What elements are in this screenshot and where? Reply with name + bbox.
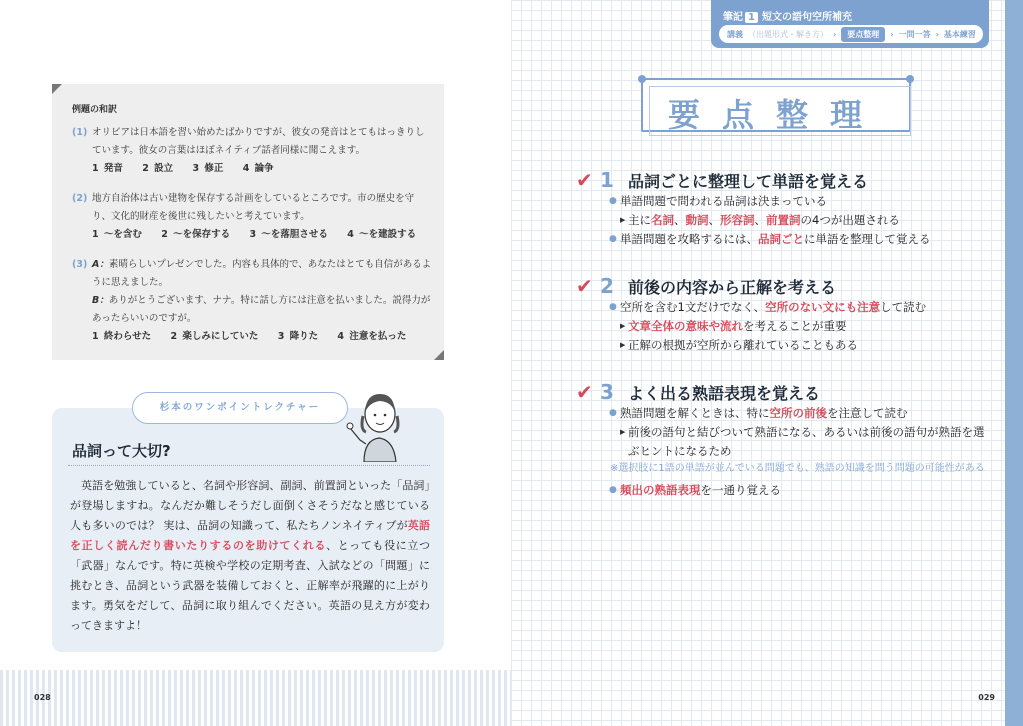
question-text: オリビアは日本語を習い始めたばかりですが、彼女の発音はとてもはっきりしています。彼女の言葉はほぼネイティブ話者同様に聞こえます。 <box>92 127 425 156</box>
pin-icon <box>906 75 914 83</box>
dialogue-text: ありがとうございます、ナナ。特に話し方には注意を払いました。説得力があったらいいのですが。 <box>92 295 431 324</box>
lecture-body <box>70 476 430 636</box>
point-title: 品詞ごとに整理して単語を覚える <box>628 171 869 191</box>
checkmark-icon: ✔ <box>576 274 593 298</box>
point-2 <box>576 274 996 355</box>
section-number: 1 <box>745 12 758 23</box>
point-number: 3 <box>600 380 614 404</box>
point-title: よく出る熟語表現を覚える <box>628 383 821 403</box>
option-list <box>72 226 432 244</box>
tab-qa[interactable]: 一問一答 <box>898 29 931 39</box>
side-bar <box>1005 0 1023 726</box>
option: 1 終わらせた <box>92 331 152 342</box>
footer-stripe <box>0 670 511 726</box>
option: 1 〜を含む <box>92 229 142 240</box>
question-3 <box>72 256 432 346</box>
question-1 <box>72 124 432 178</box>
option: 2 楽しみにしていた <box>170 331 259 342</box>
point-heading <box>576 380 996 404</box>
point-3 <box>576 380 996 500</box>
option-list <box>72 160 432 178</box>
right-page <box>511 0 1023 726</box>
example-heading: 例題の和訳 <box>72 105 118 115</box>
dialogue-text: 素晴らしいプレゼンでした。内容も具体的で、あなたはとても自信があるように思えました。 <box>92 259 432 288</box>
checkmark-icon: ✔ <box>576 168 593 192</box>
pin-icon <box>638 75 646 83</box>
sub-bullet: ▶ 主に名詞、動詞、形容詞、前置詞の4つが出題される <box>576 211 996 230</box>
section-title <box>723 8 852 23</box>
checkmark-icon: ✔ <box>576 380 593 404</box>
corner-mark <box>52 84 62 94</box>
title-frame <box>641 78 911 132</box>
question-number: (2) <box>72 193 88 204</box>
bullet: ● 頻出の熟語表現を一通り覚える <box>576 481 996 500</box>
tab-practice[interactable]: 基本練習 <box>943 29 976 39</box>
example-translation-box <box>52 84 444 360</box>
option: 4 〜を建設する <box>347 229 417 240</box>
page-number: 028 <box>34 693 51 702</box>
question-text: 地方自治体は古い建物を保存する計画をしているところです。市の歴史を守り、文化的財産を後世に残したいと考えています。 <box>92 193 415 222</box>
lecture-title: 品詞って大切? <box>72 442 171 460</box>
sub-bullet: ▶ 文章全体の意味や流れを考えることが重要 <box>576 317 996 336</box>
tab-summary[interactable]: 要点整理 <box>841 27 885 42</box>
question-number: (3) <box>72 259 88 270</box>
bullet: ● 単語問題を攻略するには、品詞ごとに単語を整理して覚える <box>576 230 996 249</box>
section-label: 筆記 <box>723 12 743 23</box>
option: 1 発音 <box>92 163 123 174</box>
left-page <box>0 0 511 726</box>
section-tab <box>711 0 989 48</box>
lecture-text: 英語を勉強していると、名詞や形容詞、副詞、前置詞といった「品詞」が登場しますね。なんだか難しそうだし面倒くさそうだなと感じている人も多いのでは？ 実は、品詞の知識って、私たちノンネイティブが <box>70 479 430 532</box>
point-heading <box>576 168 996 192</box>
option: 4 論争 <box>242 163 274 174</box>
tab-lecture[interactable]: 講義 <box>727 29 743 39</box>
option: 3 降りた <box>277 331 319 342</box>
speaker-a: A： <box>92 259 109 270</box>
tab-nav <box>719 25 983 43</box>
option: 4 注意を払った <box>337 331 407 342</box>
option-list <box>72 328 432 346</box>
divider <box>68 465 430 466</box>
chevron-right-icon: › <box>935 29 939 39</box>
tab-lecture-sub: （出題形式・解き方） <box>748 29 828 39</box>
sub-bullet: ▶ 正解の根拠が空所から離れていることもある <box>576 336 996 355</box>
lecture-highlight: 英語を正しく読んだり書いたりするのを助けてくれる <box>70 519 431 552</box>
note: ※選択肢に1語の単語が並んでいる問題でも、熟語の知識を問う問題の可能性がある <box>610 463 985 474</box>
point-1 <box>576 168 996 249</box>
sub-bullet: ▶ 前後の語句と結びついて熟語になる、あるいは前後の語句が熟語を選ぶヒントになるため <box>576 423 986 461</box>
option: 3 〜を落胆させる <box>249 229 328 240</box>
speaker-b: B： <box>92 295 109 306</box>
lecture-speech-bubble: 杉本のワンポイントレクチャー <box>132 392 348 424</box>
option: 2 〜を保存する <box>161 229 231 240</box>
chevron-right-icon: › <box>833 29 837 39</box>
point-number: 2 <box>600 274 614 298</box>
question-2 <box>72 190 432 244</box>
dialogue-b <box>72 292 432 328</box>
point-title: 前後の内容から正解を考える <box>628 277 837 297</box>
dialogue-a <box>72 256 432 292</box>
lecture-text: 、とっても役に立つ「武器」なんです。特に英検や学校の定期考査、入試などの「問題」に挑むとき、品詞という武器を装備しておくと、正解率が飛躍的に上がります。勇気をだして、品詞に取り組んでください。英語の見え方が変わってきますよ！ <box>70 539 430 632</box>
teacher-illustration-icon <box>346 384 412 462</box>
question-number: (1) <box>72 127 88 138</box>
bullet: ● 単語問題で問われる品詞は決まっている <box>576 192 996 211</box>
chevron-right-icon: › <box>890 29 894 39</box>
page-number: 029 <box>978 693 995 702</box>
bullet: ● 空所を含む1文だけでなく、空所のない文にも注意して読む <box>576 298 996 317</box>
section-name: 短文の語句空所補充 <box>761 12 852 23</box>
corner-mark <box>434 350 444 360</box>
page-title: 要点整理 <box>667 96 884 134</box>
point-heading <box>576 274 996 298</box>
option: 3 修正 <box>192 163 224 174</box>
option: 2 設立 <box>142 163 174 174</box>
point-number: 1 <box>600 168 614 192</box>
bullet: ● 熟語問題を解くときは、特に空所の前後を注意して読む <box>576 404 996 423</box>
